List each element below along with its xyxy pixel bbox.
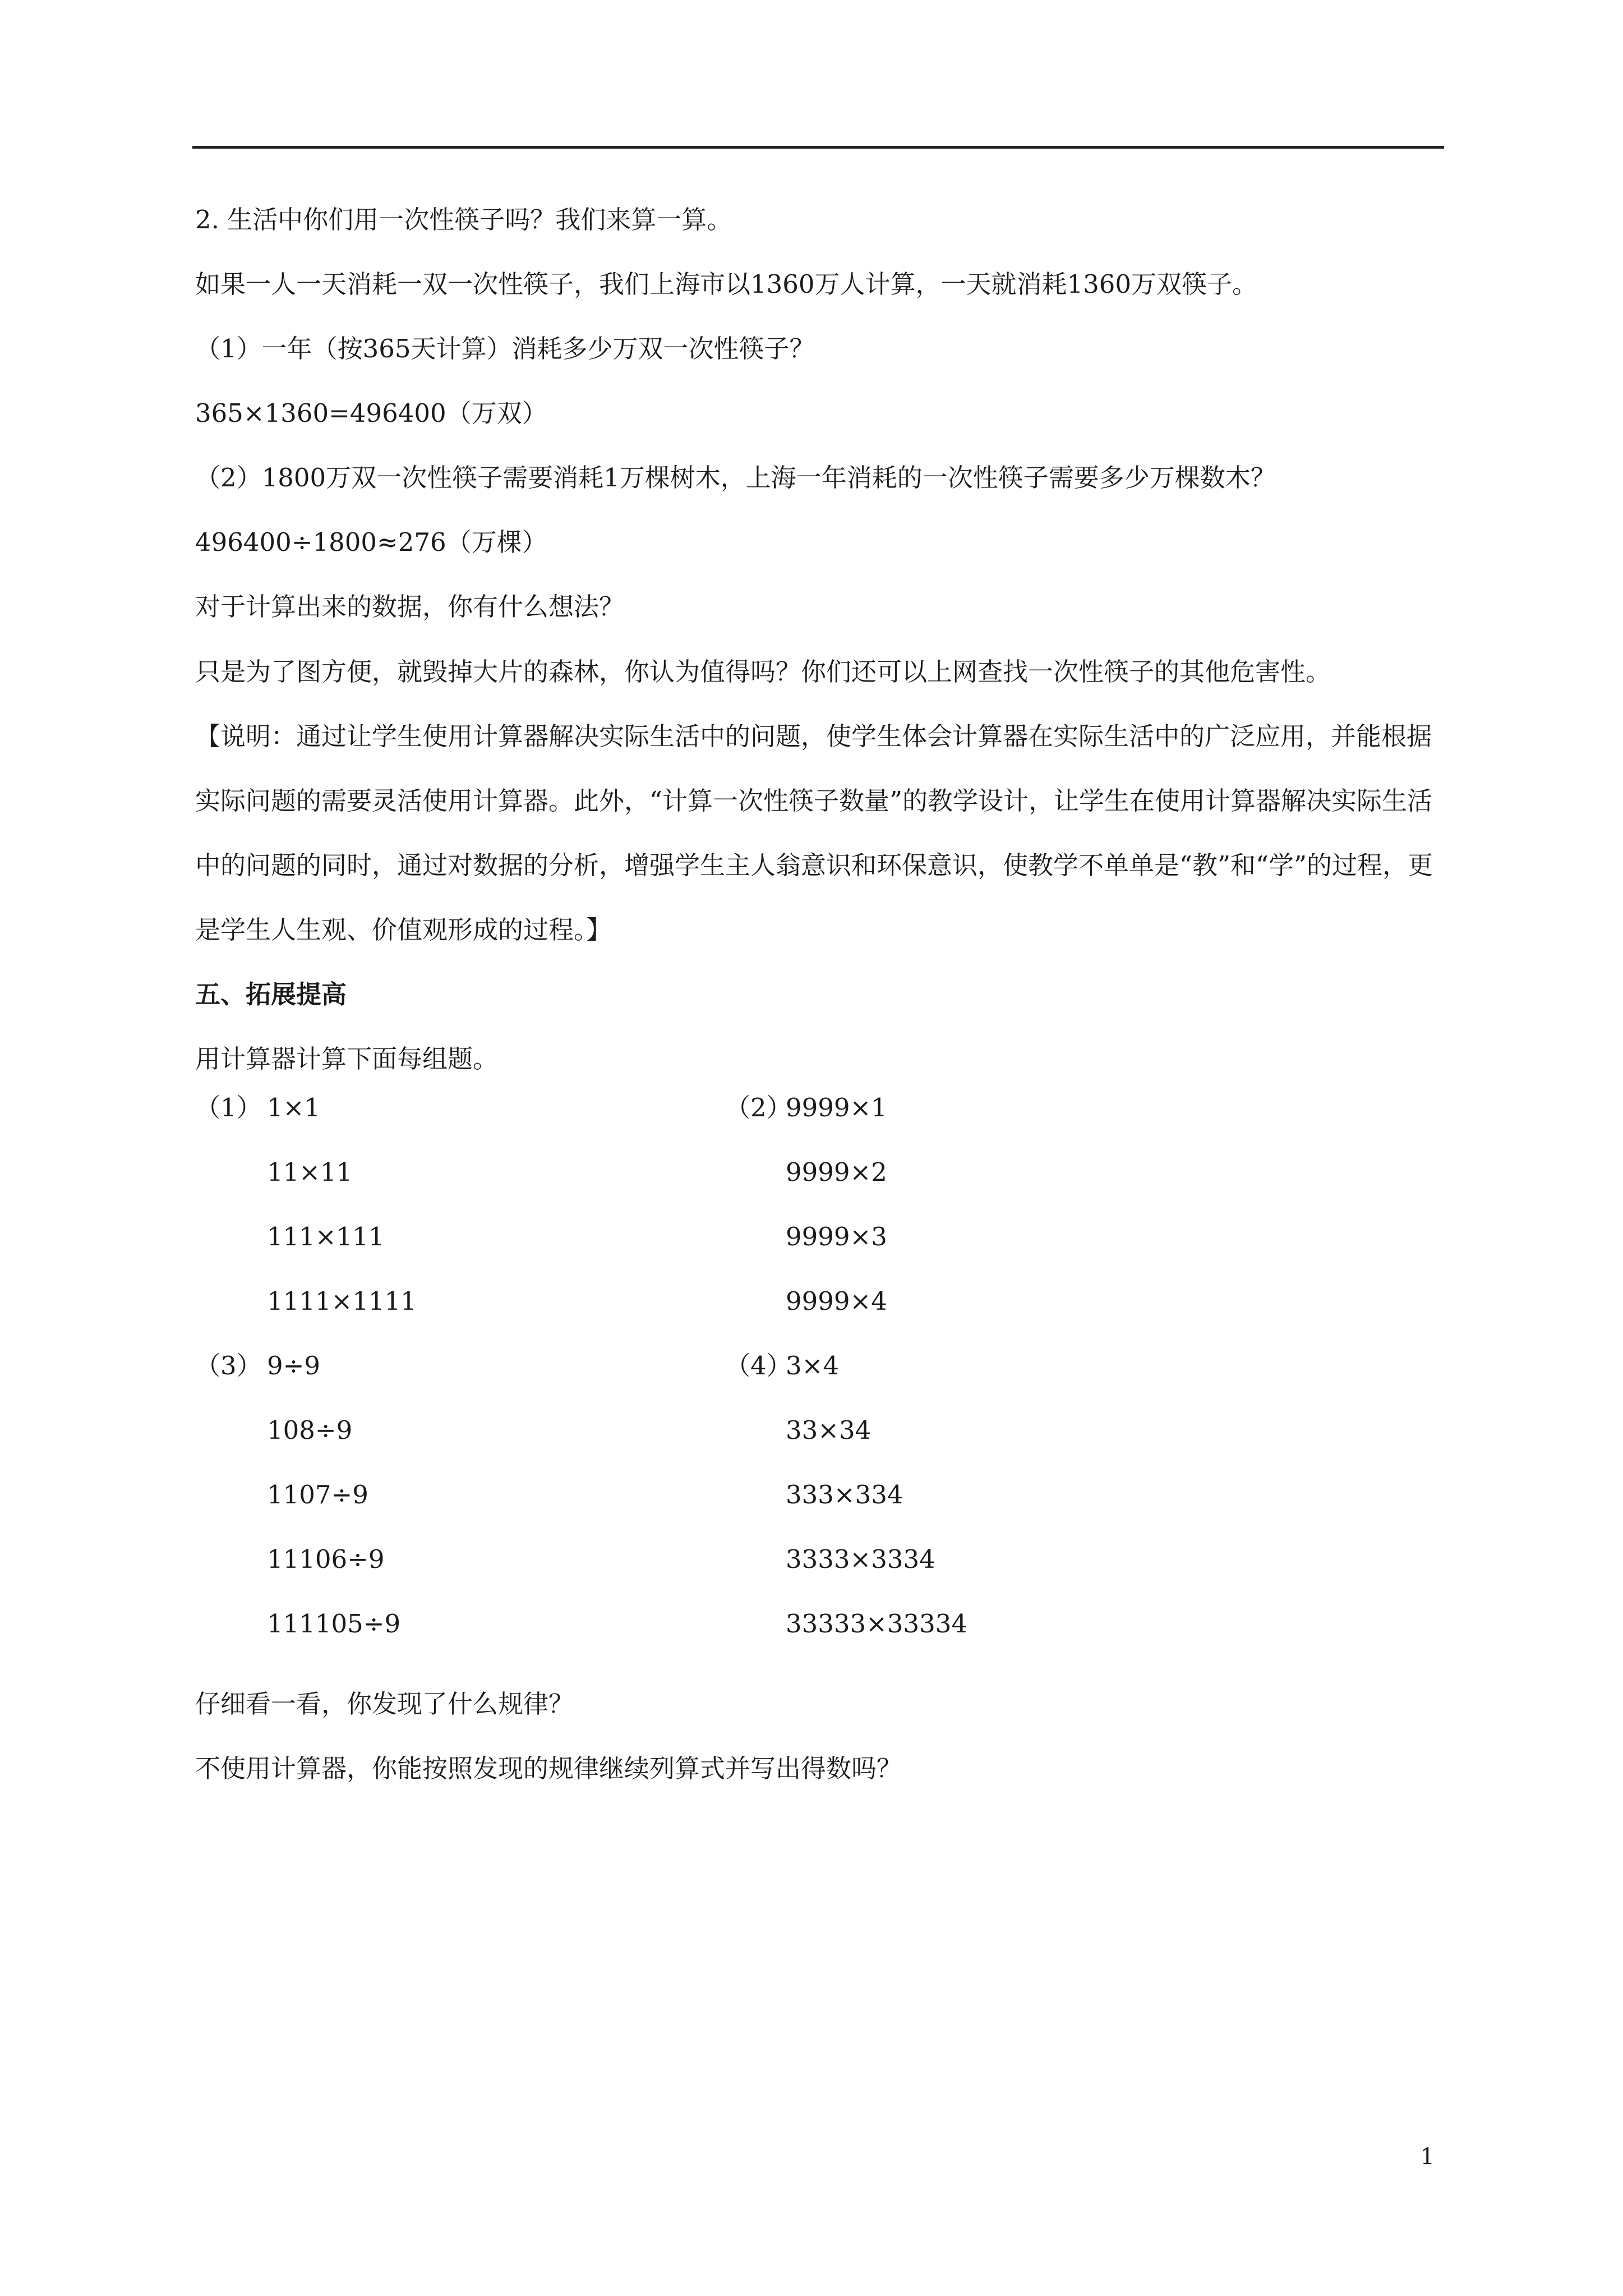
group-3-item: 108÷9 xyxy=(267,1415,353,1445)
answer-1: 365×1360=496400（万双） xyxy=(195,398,547,428)
thought-question: 对于计算出来的数据，你有什么想法？ xyxy=(195,592,625,622)
section2-title: 2. 生活中你们用一次性筷子吗？我们来算一算。 xyxy=(195,205,732,234)
header-rule xyxy=(192,146,1444,149)
exercise-row xyxy=(195,1478,1446,1543)
exercise-row xyxy=(195,1285,1446,1349)
reflection-paragraph: 只是为了图方便，就毁掉大片的森林，你认为值得吗？你们还可以上网查找一次性筷子的其他危害性。 xyxy=(195,657,1331,687)
group-4-item: 3333×3334 xyxy=(786,1544,935,1574)
group-3-item: 111105÷9 xyxy=(267,1609,401,1639)
group-3-label: （3） xyxy=(195,1351,262,1381)
question-1: （1）一年（按365天计算）消耗多少万双一次性筷子？ xyxy=(195,334,815,364)
group-1-label: （1） xyxy=(195,1093,262,1122)
answer-2: 496400÷1800≈276（万棵） xyxy=(195,527,547,557)
group-3-item: 11106÷9 xyxy=(267,1544,385,1574)
exercise-row xyxy=(195,1543,1446,1607)
group-4-label: （4） xyxy=(725,1351,792,1381)
group-1-item: 111×111 xyxy=(267,1222,385,1251)
group-4-item: 333×334 xyxy=(786,1480,903,1510)
section5-instruction: 用计算器计算下面每组题。 xyxy=(195,1044,499,1074)
section2-intro: 如果一人一天消耗一双一次性筷子，我们上海市以1360万人计算，一天就消耗1360万双筷子。 xyxy=(195,269,1258,299)
group-1-item: 11×11 xyxy=(267,1157,353,1187)
continue-question: 不使用计算器，你能按照发现的规律继续列算式并写出得数吗？ xyxy=(195,1754,902,1783)
section5-heading: 五、拓展提高 xyxy=(195,979,347,1009)
group-4-item: 3×4 xyxy=(786,1351,839,1381)
exercise-groups xyxy=(195,1091,1446,1672)
exercise-row xyxy=(195,1091,1446,1156)
group-2-item: 9999×1 xyxy=(786,1093,887,1122)
group-1-item: 1111×1111 xyxy=(267,1286,417,1316)
exercise-row xyxy=(195,1607,1446,1672)
group-3-item: 9÷9 xyxy=(267,1351,320,1381)
group-2-item: 9999×3 xyxy=(786,1222,887,1251)
group-2-item: 9999×4 xyxy=(786,1286,887,1316)
group-4-item: 33333×33334 xyxy=(786,1609,968,1639)
group-4-item: 33×34 xyxy=(786,1415,872,1445)
exercise-row xyxy=(195,1414,1446,1478)
group-2-label: （2） xyxy=(725,1093,792,1122)
question-2: （2）1800万双一次性筷子需要消耗1万棵树木，上海一年消耗的一次性筷子需要多少万棵数木？ xyxy=(195,463,1276,493)
document-body xyxy=(195,203,1446,1801)
exercise-row xyxy=(195,1156,1446,1220)
page-number: 1 xyxy=(1420,2144,1435,2170)
group-2-item: 9999×2 xyxy=(786,1157,887,1187)
exercise-row xyxy=(195,1220,1446,1285)
group-3-item: 1107÷9 xyxy=(267,1480,368,1510)
pattern-question: 仔细看一看，你发现了什么规律？ xyxy=(195,1689,574,1719)
group-1-item: 1×1 xyxy=(267,1093,320,1122)
exercise-row xyxy=(195,1349,1446,1414)
teaching-note: 【说明：通过让学生使用计算器解决实际生活中的问题，使学生体会计算器在实际生活中的广泛应用，并能根据实际问题的需要灵活使用计算器。此外，“计算一次性筷子数量”的教学设计，让学生在使用计算器解决实际生活中的问题的同时，通过对数据的分析，增强学生主人翁意识和环保意识，使教学不单单是“教”和“学”的过程，更是学生人生观、价值观形成的过程。】 xyxy=(195,721,1433,945)
